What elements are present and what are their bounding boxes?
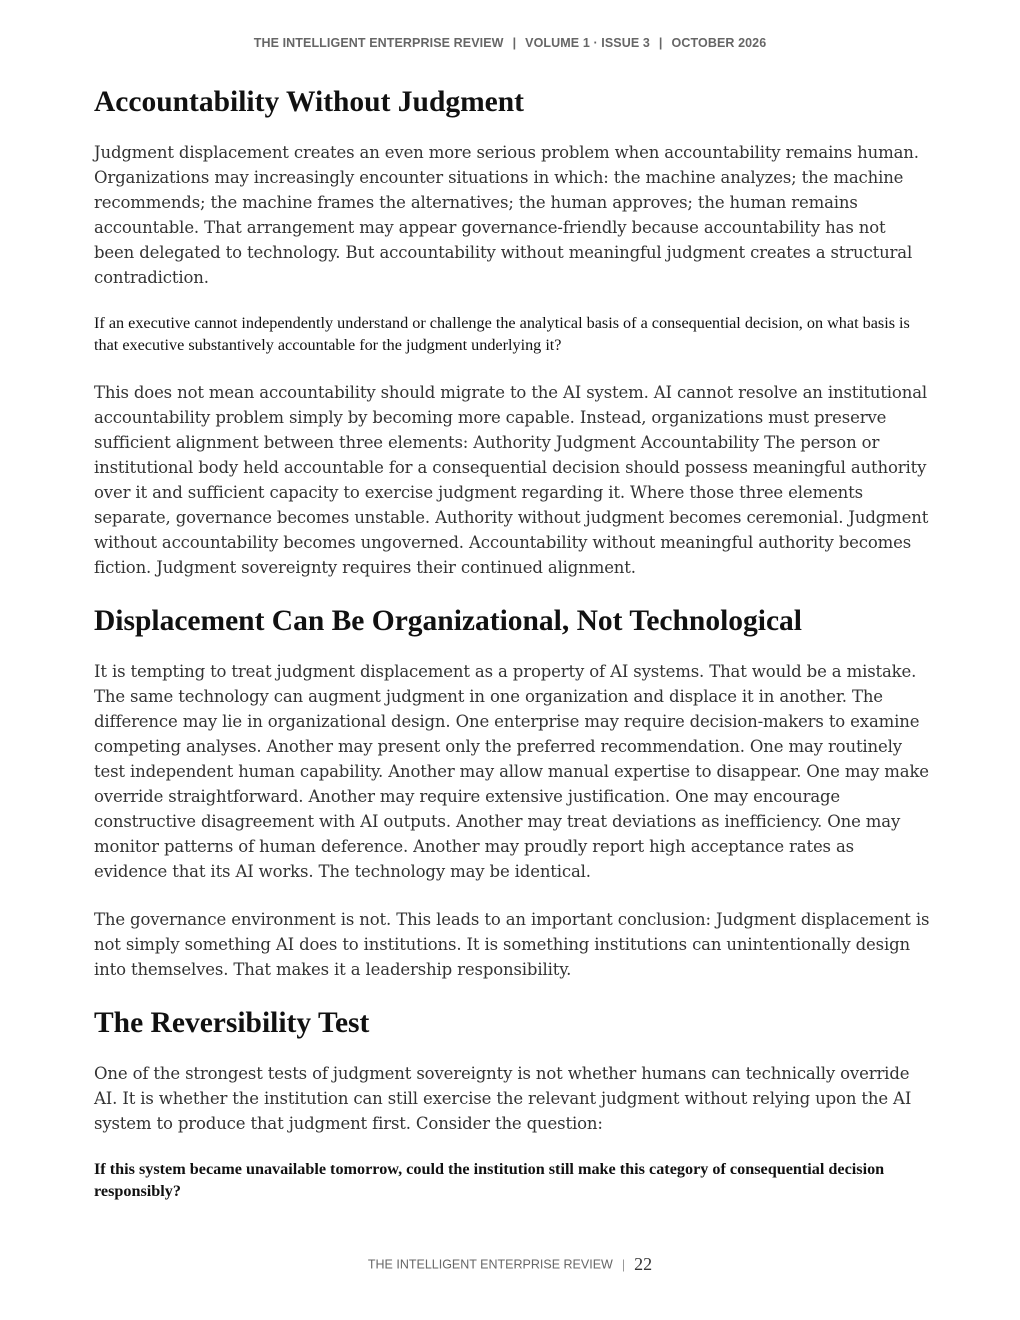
section-heading: Displacement Can Be Organizational, Not Technological xyxy=(94,605,802,637)
pull-quote: If an executive cannot independently understand or challenge the analytical basis of a consequential decision, on what basis is that executive substantively accountable for the judgment underlying it? xyxy=(94,314,910,354)
footer-separator: | xyxy=(621,1257,626,1272)
body-paragraph: This does not mean accountability should migrate to the AI system. AI cannot resolve an institutional accountability problem simply by becoming more capable. Instead, organizations must preserve sufficient alignment between three elements: Authority Judgment Accountability The person or institutional body held accountable for a consequential decision should possess meaningful authority over it and sufficient capacity to exercise judgment regarding it. Where those three elements separate, governance becomes unstable. Authority without judgment becomes ceremonial. Judgment without accountability becomes ungoverned. Accountability without meaningful authority becomes fiction. Judgment sovereignty requires their continued alignment. xyxy=(94,383,929,577)
body-paragraph: Judgment displacement creates an even more serious problem when accountability remains human. Organizations may increasingly encounter situations in which: the machine analyzes; the machine recommends; the machine frames the alternatives; the human approves; the human remains accountable. That arrangement may appear governance-friendly because accountability has not been delegated to technology. But accountability without meaningful judgment creates a structural contradiction. xyxy=(94,143,919,287)
page-number: 22 xyxy=(634,1254,653,1274)
footer-publication: THE INTELLIGENT ENTERPRISE REVIEW xyxy=(367,1257,613,1272)
body-paragraph: The governance environment is not. This leads to an important conclusion: Judgment displacement is not simply something AI does to institutions. It is something institutions can unintentionally design into themselves. That makes it a leadership responsibility. xyxy=(94,910,930,979)
section-heading: The Reversibility Test xyxy=(94,1007,370,1039)
section-reversibility-test xyxy=(94,1005,930,1202)
header-separator: | xyxy=(512,36,517,50)
body-paragraph: One of the strongest tests of judgment sovereignty is not whether humans can technically override AI. It is whether the institution can still exercise the relevant judgment without relying upon the AI system to produce that judgment first. Consider the question: xyxy=(94,1064,912,1133)
body-paragraph: It is tempting to treat judgment displacement as a property of AI systems. That would be a mistake. The same technology can augment judgment in one organization and displace it in another. The difference may lie in organizational design. One enterprise may require decision-makers to examine competing analyses. Another may present only the preferred recommendation. One may routinely test independent human capability. Another may allow manual expertise to disappear. One may make override straightforward. Another may require extensive justification. One may encourage constructive disagreement with AI outputs. Another may treat deviations as inefficiency. One may monitor patterns of human deference. Another may proudly report high acceptance rates as evidence that its AI works. The technology may be identical. xyxy=(94,662,929,881)
running-header xyxy=(0,36,1020,50)
header-separator: | xyxy=(658,36,663,50)
section-heading: Accountability Without Judgment xyxy=(94,86,524,118)
section-accountability-without-judgment xyxy=(94,84,930,580)
header-issue: VOLUME 1 · ISSUE 3 xyxy=(525,36,650,50)
header-publication: THE INTELLIGENT ENTERPRISE REVIEW xyxy=(253,36,504,50)
section-displacement-organizational xyxy=(94,603,930,982)
article-body xyxy=(94,84,930,1202)
key-question: If this system became unavailable tomorrow, could the institution still make this category of consequential decision responsibly? xyxy=(94,1160,885,1200)
running-footer xyxy=(0,1254,1020,1275)
header-date: OCTOBER 2026 xyxy=(671,36,767,50)
